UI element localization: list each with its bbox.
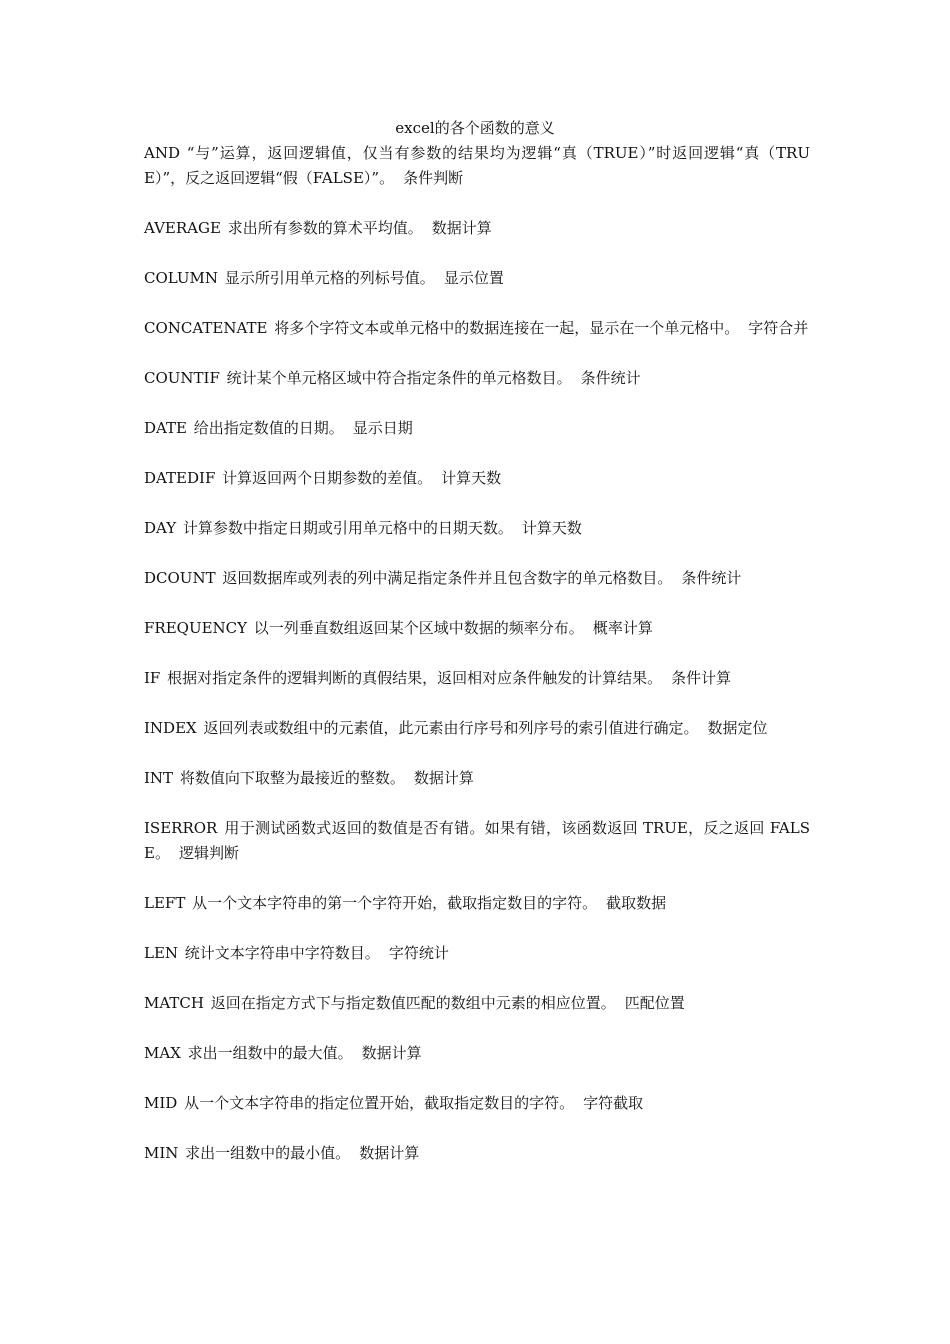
- function-category: 条件统计: [681, 569, 742, 587]
- function-entry: [144, 466, 810, 491]
- function-name: FREQUENCY: [144, 619, 248, 637]
- function-entry: [144, 1141, 810, 1166]
- function-entry: [144, 141, 810, 191]
- function-description: 从一个文本字符串的第一个字符开始，截取指定数目的字符。: [192, 894, 598, 912]
- function-category: 数据计算: [361, 1044, 422, 1062]
- function-list: [144, 141, 810, 1191]
- function-name: MATCH: [144, 994, 204, 1012]
- function-name: AND: [144, 144, 180, 162]
- function-category: 逻辑判断: [178, 844, 239, 862]
- document-title: excel的各个函数的意义: [395, 119, 555, 137]
- function-description: 从一个文本字符串的指定位置开始，截取指定数目的字符。: [184, 1094, 575, 1112]
- function-description: 将多个字符文本或单元格中的数据连接在一起，显示在一个单元格中。: [274, 319, 740, 337]
- function-name: LEFT: [144, 894, 186, 912]
- function-category: 数据计算: [431, 219, 492, 237]
- function-category: 计算天数: [441, 469, 502, 487]
- function-name: INDEX: [144, 719, 197, 737]
- function-entry: [144, 566, 810, 591]
- function-category: 字符截取: [583, 1094, 644, 1112]
- function-description: 以一列垂直数组返回某个区域中数据的频率分布。: [253, 619, 584, 637]
- function-category: 显示位置: [443, 269, 504, 287]
- function-description: 给出指定数值的日期。: [193, 419, 344, 437]
- function-entry: [144, 366, 810, 391]
- function-description: 返回在指定方式下与指定数值匹配的数组中元素的相应位置。: [210, 994, 616, 1012]
- function-entry: [144, 766, 810, 791]
- function-category: 概率计算: [592, 619, 653, 637]
- function-entry: [144, 1091, 810, 1116]
- function-entry: [144, 316, 810, 341]
- function-entry: [144, 666, 810, 691]
- function-category: 计算天数: [521, 519, 582, 537]
- function-description: 统计某个单元格区域中符合指定条件的单元格数目。: [226, 369, 572, 387]
- function-name: AVERAGE: [144, 219, 221, 237]
- function-entry: [144, 991, 810, 1016]
- function-description: 根据对指定条件的逻辑判断的真假结果，返回相对应条件触发的计算结果。: [167, 669, 663, 687]
- function-name: DCOUNT: [144, 569, 216, 587]
- function-entry: [144, 616, 810, 641]
- function-name: MIN: [144, 1144, 179, 1162]
- function-category: 字符合并: [748, 319, 809, 337]
- function-name: CONCATENATE: [144, 319, 268, 337]
- function-entry: [144, 1041, 810, 1066]
- function-description: 求出一组数中的最小值。: [185, 1144, 351, 1162]
- function-category: 条件判断: [403, 169, 464, 187]
- function-description: 统计文本字符串中字符数目。: [184, 944, 380, 962]
- function-entry: [144, 716, 810, 741]
- function-entry: [144, 416, 810, 441]
- function-name: MAX: [144, 1044, 181, 1062]
- function-entry: [144, 266, 810, 291]
- function-description: 返回数据库或列表的列中满足指定条件并且包含数字的单元格数目。: [222, 569, 673, 587]
- function-name: MID: [144, 1094, 178, 1112]
- function-category: 匹配位置: [624, 994, 685, 1012]
- function-category: 显示日期: [352, 419, 413, 437]
- function-name: ISERROR: [144, 819, 218, 837]
- function-name: DATE: [144, 419, 187, 437]
- function-entry: [144, 516, 810, 541]
- function-description: 将数值向下取整为最接近的整数。: [179, 769, 405, 787]
- function-category: 条件计算: [671, 669, 732, 687]
- function-name: COLUMN: [144, 269, 219, 287]
- function-category: 截取数据: [606, 894, 667, 912]
- function-entry: [144, 216, 810, 241]
- function-entry: [144, 816, 810, 866]
- function-name: COUNTIF: [144, 369, 220, 387]
- function-description: 返回列表或数组中的元素值，此元素由行序号和列序号的索引值进行确定。: [203, 719, 699, 737]
- function-category: 条件统计: [580, 369, 641, 387]
- function-description: 求出所有参数的算术平均值。: [227, 219, 423, 237]
- function-description: 计算返回两个日期参数的差值。: [222, 469, 433, 487]
- function-category: 数据定位: [707, 719, 768, 737]
- function-category: 数据计算: [413, 769, 474, 787]
- function-category: 数据计算: [359, 1144, 420, 1162]
- function-entry: [144, 941, 810, 966]
- function-description: “与”运算，返回逻辑值，仅当有参数的结果均为逻辑“真（TRUE）”时返回逻辑“真（TRUE）”，反之返回逻辑“假（FALSE）”。: [144, 144, 810, 187]
- function-description: 显示所引用单元格的列标号值。: [224, 269, 435, 287]
- function-name: DAY: [144, 519, 177, 537]
- function-description: 计算参数中指定日期或引用单元格中的日期天数。: [182, 519, 513, 537]
- function-category: 字符统计: [388, 944, 449, 962]
- function-name: DATEDIF: [144, 469, 216, 487]
- function-name: IF: [144, 669, 161, 687]
- function-name: INT: [144, 769, 174, 787]
- function-entry: [144, 891, 810, 916]
- function-description: 求出一组数中的最大值。: [187, 1044, 353, 1062]
- function-description: 用于测试函数式返回的数值是否有错。如果有错，该函数返回 TRUE，反之返回 FALSE。: [144, 819, 810, 862]
- function-name: LEN: [144, 944, 179, 962]
